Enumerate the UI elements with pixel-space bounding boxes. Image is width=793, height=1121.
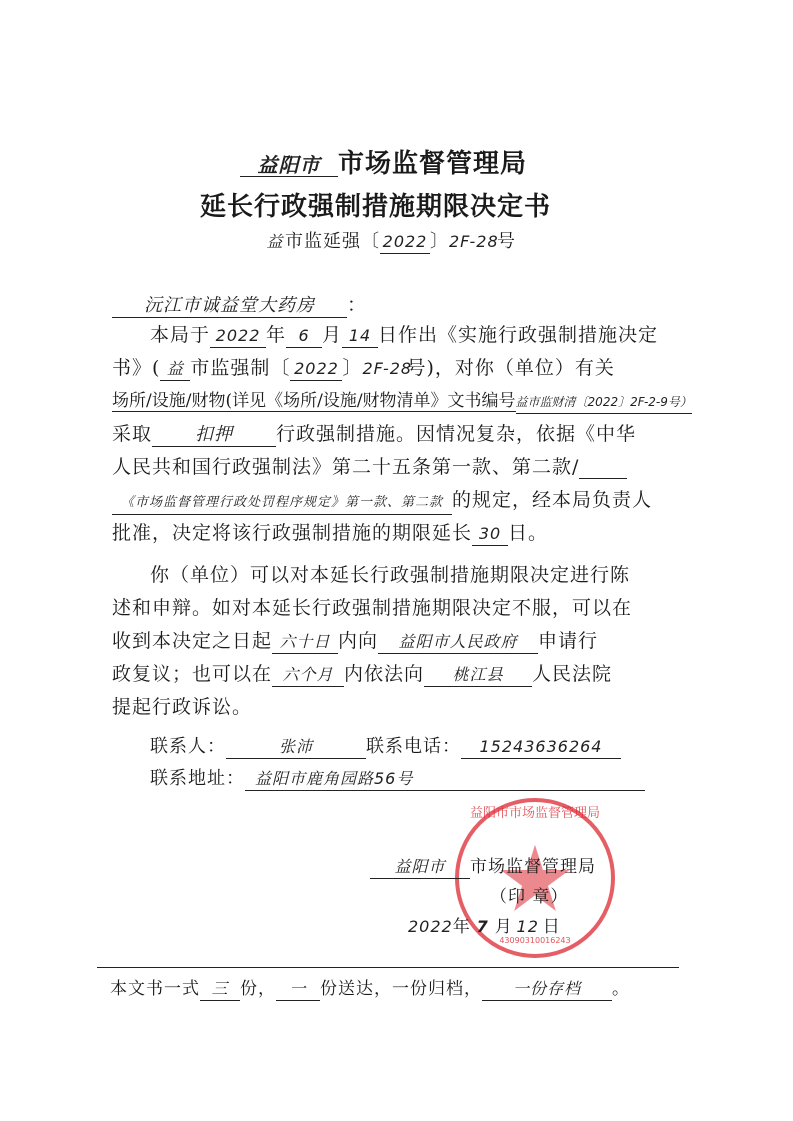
doc-num-fill: 2F-28 — [449, 232, 499, 251]
p1-line-3 — [112, 386, 692, 414]
signature-date — [408, 912, 561, 938]
year-fill: 2022 — [290, 358, 342, 381]
seal-label: （印 章） — [490, 887, 569, 907]
text: 本局于 — [150, 324, 211, 346]
sign-month-fill: 7 — [476, 917, 489, 936]
served-fill: 一 — [276, 978, 320, 1001]
text: 人民法院 — [532, 663, 613, 685]
number-fill: 2F-28 — [362, 359, 413, 378]
decision-year-fill: 2022 — [210, 325, 266, 348]
text: 月 — [322, 324, 343, 346]
doc-bracket: 〕 — [430, 231, 449, 252]
doc-year-fill: 2022 — [380, 231, 430, 254]
doc-prefix-fill: 益 — [266, 232, 284, 251]
other-copy-fill: 一份存档 — [482, 978, 612, 1001]
footer-line — [110, 974, 630, 1001]
text: 政复议；也可以在 — [112, 663, 273, 685]
doc-suffix: 号 — [497, 231, 516, 252]
review-org-fill: 益阳市人民政府 — [378, 631, 538, 654]
law-fill: 《市场监督管理行政处罚程序规定》第一款、第二款 — [112, 492, 452, 515]
list-number-fill: 益市监财清〔2022〕2F-2-9号） — [516, 391, 692, 414]
text: 收到本决定之日起 — [112, 630, 273, 652]
sign-day-fill: 12 — [516, 917, 539, 936]
text: 批准，决定将该行政强制措施的期限延长 — [112, 522, 473, 544]
text: 采取 — [112, 423, 153, 445]
p2-line-5: 提起行政诉讼。 — [112, 696, 253, 718]
text: 份送达，一份归档， — [320, 979, 482, 999]
recipient-name-fill: 沅江市诚益堂大药房 — [112, 295, 347, 318]
text: 内向 — [338, 630, 379, 652]
text: 号)，对你（单位）有关 — [406, 357, 615, 379]
measure-fill: 扣押 — [152, 424, 276, 447]
doc-no-text: 市监延强〔 — [285, 231, 380, 252]
seal-text: 益阳市市场监督管理局 — [469, 806, 600, 821]
text: 日作出《实施行政强制措施决定 — [378, 324, 659, 346]
p1-line-2 — [112, 353, 615, 381]
blank-line — [579, 456, 627, 479]
text: 的规定，经本局负责人 — [452, 489, 653, 511]
signature-city-fill: 益阳市 — [370, 856, 470, 879]
contact-person-fill: 张沛 — [226, 736, 366, 759]
text: 市监强制〔 — [190, 357, 291, 379]
text: 行政强制措施。因情况复杂，依据《中华 — [276, 423, 637, 445]
text: 〕 — [342, 357, 363, 379]
contact-address-fill: 益阳市鹿角园路56号 — [245, 768, 645, 791]
copies-fill: 三 — [200, 978, 240, 1001]
p1-line-5 — [112, 452, 627, 479]
prefix-fill: 益 — [160, 358, 190, 381]
p1-line-7 — [112, 518, 548, 546]
sign-year-fill: 2022 — [408, 917, 453, 936]
contact-line-2 — [150, 764, 645, 791]
text: 月 — [494, 917, 513, 937]
document-number — [265, 227, 516, 254]
signature-org-text: 市场监督管理局 — [470, 857, 596, 877]
suit-period-fill: 六个月 — [272, 664, 344, 687]
text: 内依法向 — [344, 663, 425, 685]
p2-line-4 — [112, 659, 612, 687]
contact-line-1 — [150, 732, 621, 759]
text: 年 — [452, 917, 471, 937]
decision-month-fill: 6 — [286, 325, 322, 348]
p2-line-3 — [112, 626, 598, 654]
title-line-2: 延长行政强制措施期限决定书 — [200, 192, 552, 222]
footer-divider — [97, 967, 679, 968]
recipient-colon: ： — [347, 294, 368, 316]
city-fill: 益阳市 — [240, 154, 338, 177]
p1-line-6 — [112, 485, 652, 515]
text: 人民共和国行政强制法》第二十五条第一款、第二款/ — [112, 456, 580, 478]
contact-address-label: 联系地址： — [150, 768, 245, 789]
contact-phone-fill: 15243636264 — [461, 736, 621, 759]
text: 本文书一式 — [110, 979, 200, 999]
text: 申请行 — [538, 630, 599, 652]
seal-code: 4309031001624З — [499, 936, 571, 945]
signature-org — [370, 852, 596, 879]
contact-person-label: 联系人： — [150, 736, 226, 757]
text: 年 — [266, 324, 287, 346]
court-fill: 桃江县 — [424, 664, 532, 687]
decision-day-fill: 14 — [342, 325, 378, 348]
title-text: 市场监督管理局 — [338, 149, 528, 179]
text: 。 — [612, 979, 630, 999]
review-period-fill: 六十日 — [272, 631, 338, 654]
text: 书》( — [112, 357, 161, 379]
p1-line-1 — [150, 320, 658, 348]
title-line-1 — [240, 143, 527, 180]
p2-line-1: 你（单位）可以对本延长行政强制措施期限决定进行陈 — [150, 564, 631, 586]
p2-line-2: 述和申辩。如对本延长行政强制措施期限决定不服，可以在 — [112, 597, 633, 619]
text: 份， — [240, 979, 276, 999]
text: 日 — [542, 917, 561, 937]
contact-phone-label: 联系电话： — [366, 736, 461, 757]
extension-days-fill: 30 — [472, 523, 508, 546]
text: 日。 — [508, 522, 549, 544]
text: 场所/设施/财物(详见《场所/设施/财物清单》文书编号 — [112, 391, 516, 411]
p1-line-4 — [112, 419, 636, 447]
recipient-line — [112, 290, 367, 318]
